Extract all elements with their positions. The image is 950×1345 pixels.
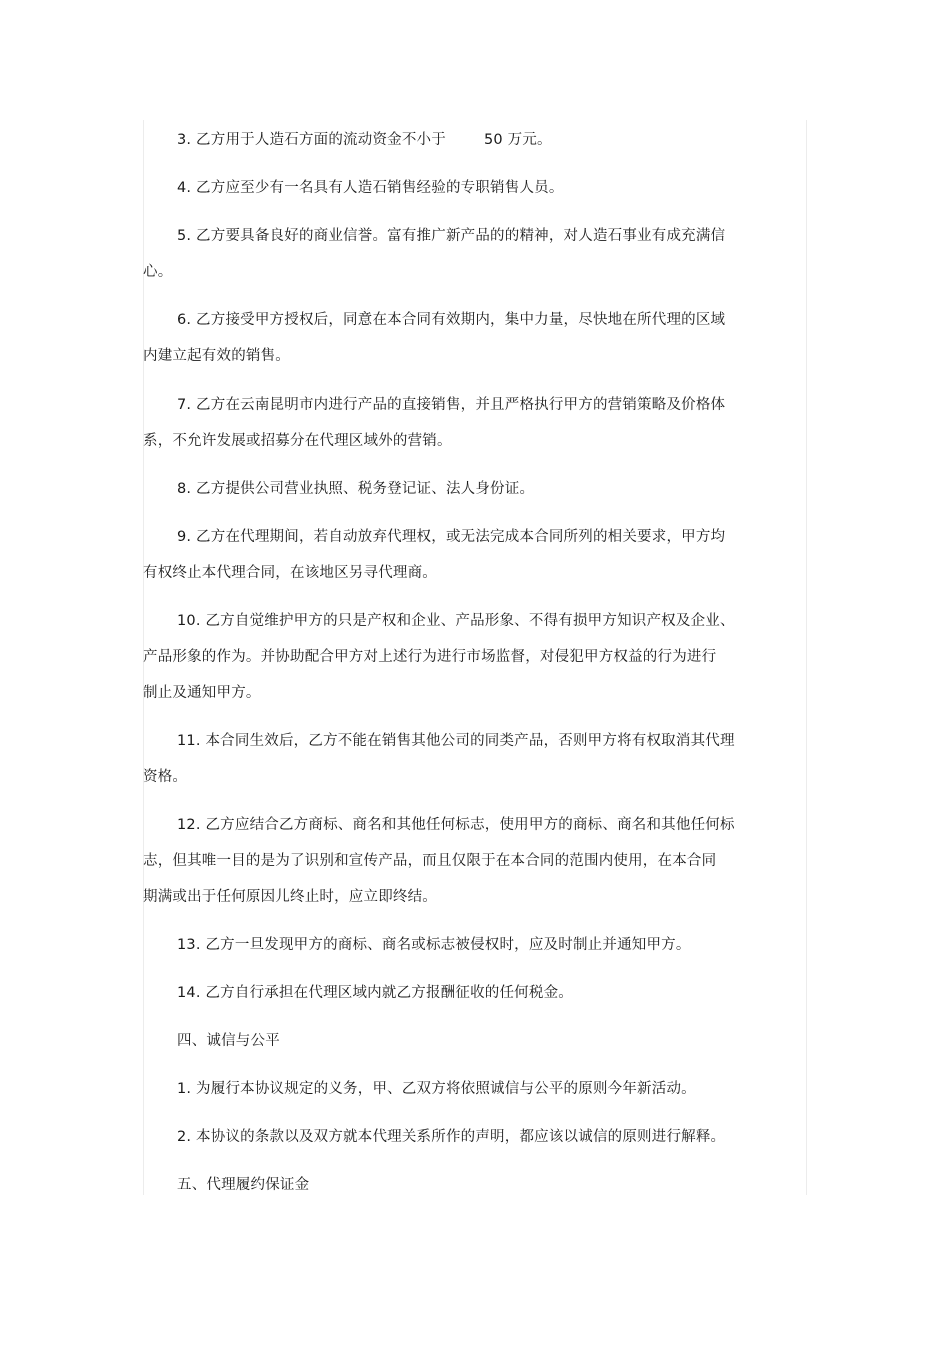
clause-6-line-2: 内建立起有效的销售。 [143,348,290,364]
clause-6-line-1: 6. 乙方接受甲方授权后，同意在本合同有效期内，集中力量，尽快地在所代理的区域 [177,312,726,328]
clause-12-line-1: 12. 乙方应结合乙方商标、商名和其他任何标志，使用甲方的商标、商名和其他任何标 [177,817,735,833]
clause-5-line-2: 心。 [143,264,173,280]
clause-9-line-1: 9. 乙方在代理期间，若自动放弃代理权，或无法完成本合同所列的相关要求，甲方均 [177,529,726,545]
clause-10-line-1: 10. 乙方自觉维护甲方的只是产权和企业、产品形象、不得有损甲方知识产权及企业、 [177,613,735,629]
clause-3-line [177,130,552,150]
clause-7-line-2: 系，不允许发展或招募分在代理区域外的营销。 [143,433,452,449]
clause-5-line-1: 5. 乙方要具备良好的商业信誉。富有推广新产品的的精神，对人造石事业有成充满信 [177,228,726,244]
clause-13: 13. 乙方一旦发现甲方的商标、商名或标志被侵权时，应及时制止并通知甲方。 [177,937,691,953]
clause-10-line-3: 制止及通知甲方。 [143,685,261,701]
section-5-heading: 五、代理履约保证金 [177,1177,310,1193]
clause-12-line-2: 志，但其唯一目的是为了识别和宣传产品，而且仅限于在本合同的范围内使用，在本合同 [143,853,717,869]
section-4-clause-2: 2. 本协议的条款以及双方就本代理关系所作的声明，都应该以诚信的原则进行解释。 [177,1129,726,1145]
clause-3-text: 3. 乙方用于人造石方面的流动资金不小于 [177,132,446,148]
page-border-right [806,120,807,1195]
section-4-heading: 四、诚信与公平 [177,1033,280,1049]
clause-10-line-2: 产品形象的作为。并协助配合甲方对上述行为进行市场监督，对侵犯甲方权益的行为进行 [143,649,717,665]
clause-11-line-1: 11. 本合同生效后，乙方不能在销售其他公司的同类产品，否则甲方将有权取消其代理 [177,733,735,749]
clause-8: 8. 乙方提供公司营业执照、税务登记证、法人身份证。 [177,481,535,497]
clause-14: 14. 乙方自行承担在代理区域内就乙方报酬征收的任何税金。 [177,985,573,1001]
clause-3-amount: 50 万元。 [483,132,552,148]
clause-4: 4. 乙方应至少有一名具有人造石销售经验的专职销售人员。 [177,180,564,196]
clause-12-line-3: 期满或出于任何原因儿终止时，应立即终结。 [143,889,437,905]
clause-11-line-2: 资格。 [143,769,188,785]
clause-9-line-2: 有权终止本代理合同，在该地区另寻代理商。 [143,565,437,581]
clause-7-line-1: 7. 乙方在云南昆明市内进行产品的直接销售，并且严格执行甲方的营销策略及价格体 [177,397,726,413]
section-4-clause-1: 1. 为履行本协议规定的义务，甲、乙双方将依照诚信与公平的原则今年新活动。 [177,1081,696,1097]
